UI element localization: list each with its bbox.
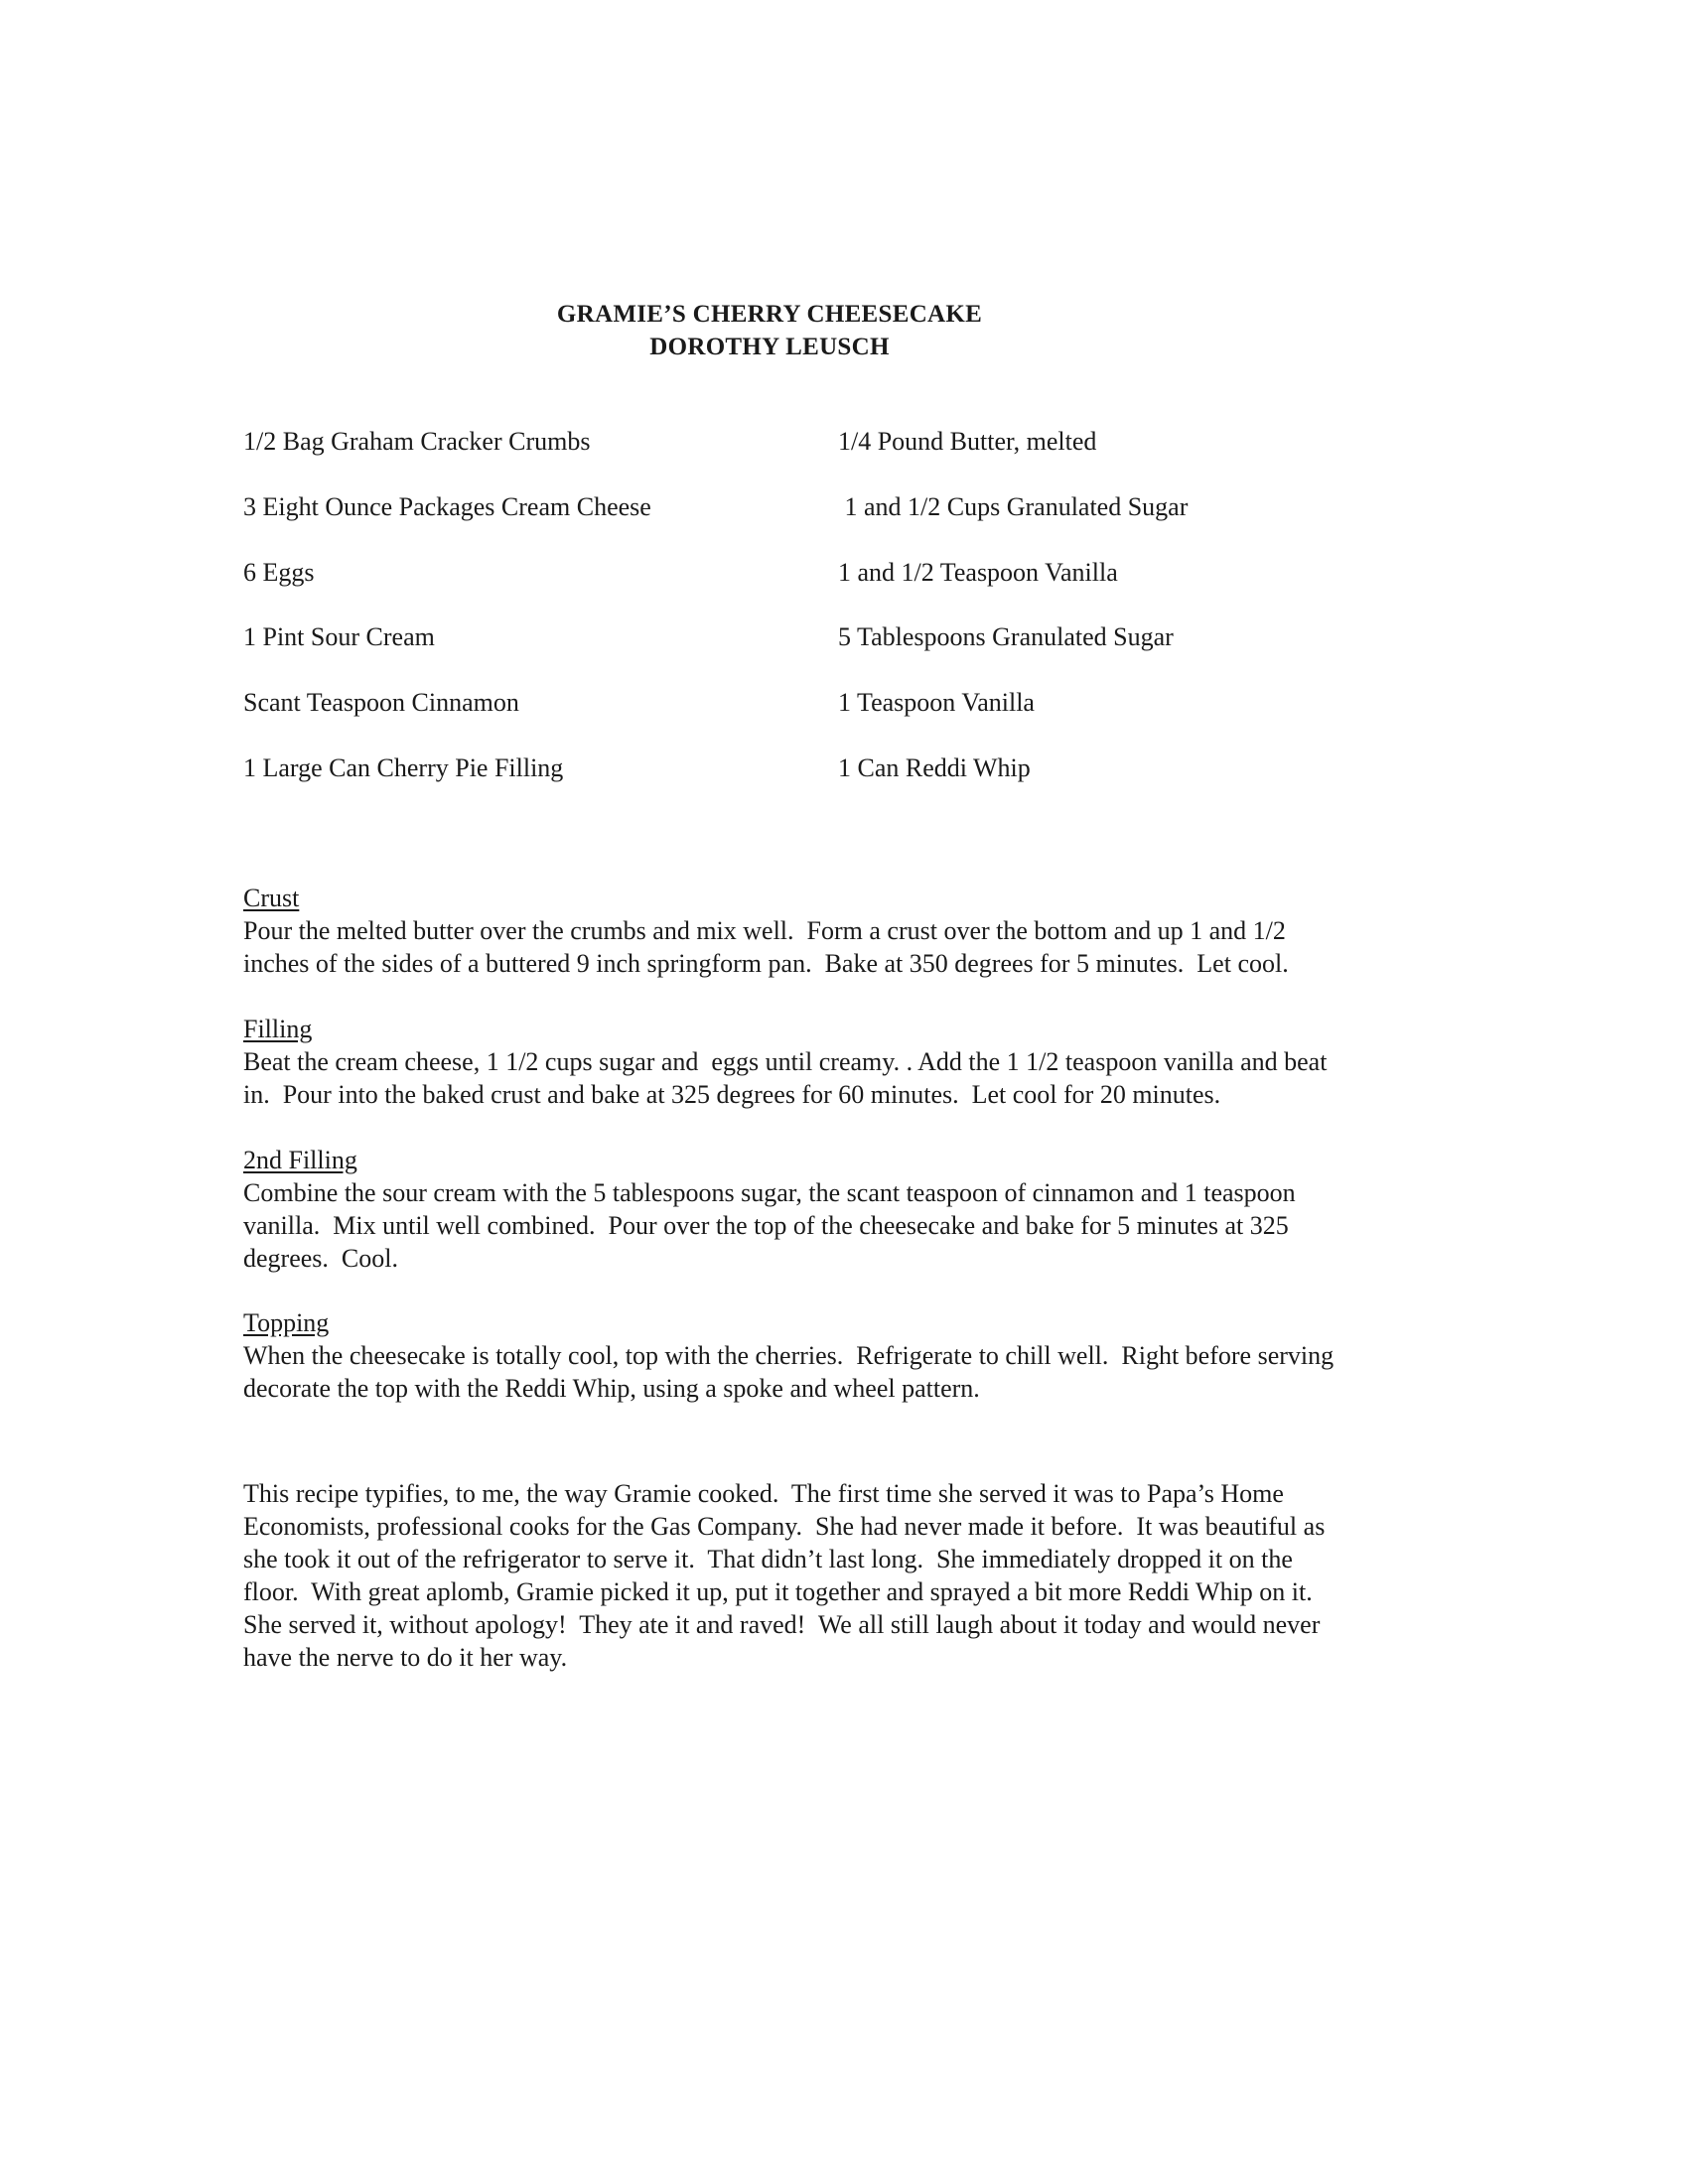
section-line: Pour the melted butter over the crumbs and mix well. Form a crust over the bottom and up 1 and 1/2 [243,916,1286,945]
story-line: She served it, without apology! They ate it and raved! We all still laugh about it today and would never [243,1610,1321,1639]
story-line: floor. With great aplomb, Gramie picked it up, put it together and sprayed a bit more Reddi Whip on it. [243,1577,1313,1606]
story-line: This recipe typifies, to me, the way Gramie cooked. The first time she served it was to Papa’s Home [243,1479,1284,1508]
section-line: When the cheesecake is totally cool, top with the cherries. Refrigerate to chill well. Right before serving [243,1341,1335,1370]
ingredient-item: 1 and 1/2 Cups Granulated Sugar [838,491,1189,521]
story-line: she took it out of the refrigerator to serve it. That didn’t last long. She immediately dropped it on the [243,1545,1293,1573]
ingredient-item: 1 Can Reddi Whip [838,752,1031,782]
section-line: Combine the sour cream with the 5 tablespoons sugar, the scant teaspoon of cinnamon and 1 teaspoon [243,1178,1296,1207]
section-line: inches of the sides of a buttered 9 inch springform pan. Bake at 350 degrees for 5 minutes. Let cool. [243,949,1289,978]
ingredient-item: Scant Teaspoon Cinnamon [243,688,519,718]
section-line: vanilla. Mix until well combined. Pour over the top of the cheesecake and bake for 5 minutes at 325 [243,1211,1289,1240]
ingredient-item: 1 Pint Sour Cream [243,622,435,652]
section-crust [243,882,1435,980]
ingredient-row [243,491,1435,557]
recipe-title-block [0,298,1539,363]
ingredients-list [243,426,1435,818]
ingredient-item: 5 Tablespoons Granulated Sugar [838,622,1174,652]
section-line: degrees. Cool. [243,1244,398,1273]
ingredient-item: 3 Eight Ounce Packages Cream Cheese [243,491,651,521]
ingredient-item: 1 and 1/2 Teaspoon Vanilla [838,557,1118,587]
section-heading: Crust [243,884,300,912]
ingredient-row [243,687,1435,752]
ingredient-item: 6 Eggs [243,557,315,587]
section-line: in. Pour into the baked crust and bake at 325 degrees for 60 minutes. Let cool for 20 minutes. [243,1080,1221,1109]
ingredient-row [243,557,1435,622]
ingredient-row [243,752,1435,818]
ingredient-item: 1/4 Pound Butter, melted [838,427,1097,456]
ingredient-item: 1/2 Bag Graham Cracker Crumbs [243,427,591,456]
ingredient-item: 1 Large Can Cherry Pie Filling [243,752,564,782]
section-heading: 2nd Filling [243,1146,357,1174]
ingredient-row [243,621,1435,687]
section-line: Beat the cream cheese, 1 1/2 cups sugar and eggs until creamy. . Add the 1 1/2 teaspoon vanilla and beat [243,1047,1328,1076]
story-line: Economists, professional cooks for the Gas Company. She had never made it before. It was beautiful as [243,1512,1326,1541]
section-second-filling [243,1144,1435,1275]
ingredient-item: 1 Teaspoon Vanilla [838,688,1035,718]
ingredient-row [243,426,1435,491]
section-topping [243,1306,1435,1405]
recipe-story [243,1477,1435,1674]
recipe-author: DOROTHY LEUSCH [649,334,890,360]
recipe-title: GRAMIE’S CHERRY CHEESECAKE [556,301,983,328]
section-heading: Filling [243,1015,313,1043]
section-filling [243,1013,1435,1111]
section-line: decorate the top with the Reddi Whip, using a spoke and wheel pattern. [243,1374,980,1403]
story-line: have the nerve to do it her way. [243,1643,568,1672]
section-heading: Topping [243,1308,330,1337]
